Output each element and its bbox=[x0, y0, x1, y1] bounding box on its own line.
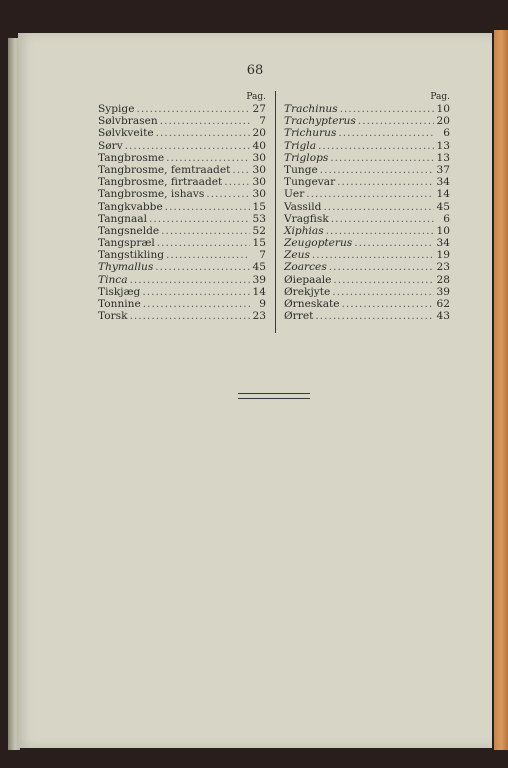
index-entry-page: 30 bbox=[252, 176, 266, 189]
index-entry-name: Tangbrosme, firtraadet bbox=[98, 176, 223, 189]
index-entry bbox=[284, 237, 450, 249]
index-entry-name: Sypige bbox=[98, 103, 135, 115]
index-entry bbox=[284, 225, 450, 237]
leader-dots bbox=[330, 152, 434, 164]
leader-dots bbox=[358, 115, 434, 127]
index-entry-name: Tangbrosme, ishavs bbox=[98, 188, 205, 201]
column-divider bbox=[275, 91, 276, 333]
leader-dots bbox=[125, 140, 250, 152]
leader-dots bbox=[143, 298, 250, 310]
index-entry-page: 23 bbox=[436, 261, 450, 274]
leader-dots bbox=[157, 237, 250, 249]
index-entry bbox=[98, 140, 266, 152]
index-entry-name: Tangbrosme, femtraadet bbox=[98, 163, 231, 176]
index-entry-page: 10 bbox=[436, 103, 450, 115]
index-entry-page: 30 bbox=[252, 163, 266, 176]
index-entry-name: Tiskjæg bbox=[98, 285, 141, 298]
index-entry-name: Tangnaal bbox=[98, 212, 148, 225]
index-entry-name: Ørneskate bbox=[284, 298, 340, 310]
index-entry-page: 20 bbox=[436, 115, 450, 128]
leader-dots bbox=[342, 298, 434, 310]
page-number: 68 bbox=[246, 63, 264, 78]
index-entry bbox=[98, 164, 266, 176]
index-entry-page: 15 bbox=[252, 200, 266, 213]
leader-dots bbox=[206, 188, 250, 200]
leader-dots bbox=[332, 286, 434, 298]
index-entry bbox=[284, 127, 450, 139]
leader-dots bbox=[142, 286, 250, 298]
leader-dots bbox=[165, 201, 250, 213]
index-entry bbox=[98, 176, 266, 188]
leader-dots bbox=[337, 176, 434, 188]
index-entry bbox=[284, 286, 450, 298]
index-entry-name: Ørret bbox=[284, 310, 314, 323]
index-entry-page: 39 bbox=[436, 285, 450, 298]
leader-dots bbox=[149, 213, 250, 225]
leader-dots bbox=[224, 176, 250, 188]
index-entry bbox=[98, 115, 266, 127]
index-entry bbox=[284, 152, 450, 164]
index-entry-name: Triglops bbox=[284, 151, 329, 164]
index-list-left bbox=[98, 103, 266, 322]
index-entry-page: 14 bbox=[252, 285, 266, 298]
leader-dots bbox=[160, 115, 250, 127]
index-entry-page: 40 bbox=[252, 139, 266, 152]
index-entry bbox=[284, 103, 450, 115]
end-rule bbox=[238, 393, 310, 399]
index-entry-name: Tungevar bbox=[284, 176, 336, 189]
leader-dots bbox=[136, 103, 250, 115]
index-entry bbox=[98, 310, 266, 322]
index-entry-name: Trigla bbox=[284, 139, 317, 152]
index-entry-page: 52 bbox=[252, 224, 266, 237]
index-list-right bbox=[284, 103, 450, 322]
leader-dots bbox=[340, 103, 434, 115]
index-entry-name: Sølvbrasen bbox=[98, 115, 158, 128]
index-entry-page: 6 bbox=[443, 212, 450, 225]
index-entry-page: 45 bbox=[252, 261, 266, 274]
leader-dots bbox=[333, 274, 434, 286]
index-entry bbox=[98, 237, 266, 249]
index-entry bbox=[98, 274, 266, 286]
index-entry bbox=[284, 201, 450, 213]
index-entry bbox=[98, 103, 266, 115]
index-entry bbox=[284, 140, 450, 152]
pag-header-right: Pag. bbox=[430, 92, 450, 102]
index-entry-name: Ørekjyte bbox=[284, 285, 331, 298]
index-entry-name: Tangsnelde bbox=[98, 224, 160, 237]
index-entry-page: 39 bbox=[252, 273, 266, 286]
index-entry-page: 34 bbox=[436, 237, 450, 250]
index-entry bbox=[98, 213, 266, 225]
book-page bbox=[18, 33, 492, 748]
index-entry-name: Tunge bbox=[284, 163, 318, 176]
index-column-left bbox=[98, 91, 266, 322]
index-column-right bbox=[284, 91, 450, 322]
index-entry bbox=[98, 201, 266, 213]
leader-dots bbox=[130, 310, 250, 322]
index-entry bbox=[284, 298, 450, 310]
index-entry bbox=[284, 310, 450, 322]
leader-dots bbox=[161, 225, 250, 237]
index-entry-name: Torsk bbox=[98, 310, 128, 323]
index-entry-name: Xiphias bbox=[284, 224, 324, 237]
index-entry bbox=[284, 261, 450, 273]
index-entry-page: 53 bbox=[252, 212, 266, 225]
leader-dots bbox=[323, 201, 434, 213]
index-entry-name: Vragfisk bbox=[284, 212, 329, 225]
leader-dots bbox=[318, 140, 434, 152]
index-entry-name: Tangspræl bbox=[98, 237, 155, 250]
leader-dots bbox=[354, 237, 434, 249]
leader-dots bbox=[232, 164, 250, 176]
index-entry-page: 6 bbox=[443, 127, 450, 140]
index-entry-name: Zeus bbox=[284, 249, 310, 262]
leader-dots bbox=[156, 127, 250, 139]
index-entry-page: 37 bbox=[436, 163, 450, 176]
index-entry bbox=[98, 225, 266, 237]
pag-header-left: Pag. bbox=[246, 92, 266, 102]
index-entry-page: 7 bbox=[259, 115, 266, 128]
leader-dots bbox=[320, 164, 434, 176]
index-entry-name: Zeugopterus bbox=[284, 237, 353, 250]
index-entry-name: Tonnine bbox=[98, 298, 141, 310]
leader-dots bbox=[155, 261, 250, 273]
index-entry-page: 14 bbox=[436, 188, 450, 201]
index-entry bbox=[98, 152, 266, 164]
index-entry-page: 27 bbox=[252, 103, 266, 115]
index-entry-page: 23 bbox=[252, 310, 266, 323]
index-entry-page: 13 bbox=[436, 151, 450, 164]
index-entry bbox=[284, 274, 450, 286]
index-entry-page: 43 bbox=[436, 310, 450, 323]
index-entry-page: 7 bbox=[259, 249, 266, 262]
index-entry-page: 15 bbox=[252, 237, 266, 250]
index-entry bbox=[284, 213, 450, 225]
index-entry-name: Vassild bbox=[284, 200, 322, 213]
leader-dots bbox=[130, 274, 250, 286]
index-entry-name: Thymallus bbox=[98, 261, 154, 274]
index-entry-name: Tinca bbox=[98, 273, 128, 286]
index-entry-page: 34 bbox=[436, 176, 450, 189]
index-entry-page: 9 bbox=[259, 298, 266, 310]
leader-dots bbox=[166, 249, 250, 261]
book-page-edge bbox=[494, 30, 508, 750]
leader-dots bbox=[331, 213, 434, 225]
index-entry-page: 19 bbox=[436, 249, 450, 262]
index-entry bbox=[284, 164, 450, 176]
index-entry-name: Sørv bbox=[98, 139, 123, 152]
index-entry-name: Tangstikling bbox=[98, 249, 165, 262]
index-entry-name: Tangkvabbe bbox=[98, 200, 163, 213]
leader-dots bbox=[338, 127, 434, 139]
leader-dots bbox=[329, 261, 434, 273]
index-entry-name: Øiepaale bbox=[284, 273, 332, 286]
index-entry-page: 62 bbox=[436, 298, 450, 310]
index-entry bbox=[284, 176, 450, 188]
index-entry bbox=[284, 115, 450, 127]
index-entry bbox=[98, 298, 266, 310]
index-entry bbox=[98, 286, 266, 298]
index-entry-name: Trachinus bbox=[284, 103, 338, 115]
index-entry-page: 30 bbox=[252, 151, 266, 164]
index-entry-name: Sølvkveite bbox=[98, 127, 154, 140]
leader-dots bbox=[312, 249, 434, 261]
index-entry-name: Zoarces bbox=[284, 261, 327, 274]
index-entry bbox=[98, 188, 266, 200]
index-entry bbox=[284, 249, 450, 261]
index-entry-name: Tangbrosme bbox=[98, 151, 165, 164]
index-entry-page: 30 bbox=[252, 188, 266, 201]
leader-dots bbox=[166, 152, 250, 164]
index-entry-page: 45 bbox=[436, 200, 450, 213]
index-entry-page: 13 bbox=[436, 139, 450, 152]
index-entry-page: 10 bbox=[436, 224, 450, 237]
index-entry bbox=[98, 261, 266, 273]
index-entry bbox=[284, 188, 450, 200]
index-entry-name: Uer bbox=[284, 188, 305, 201]
index-entry bbox=[98, 127, 266, 139]
leader-dots bbox=[306, 188, 434, 200]
index-entry-name: Trachypterus bbox=[284, 115, 356, 128]
index-entry-name: Trichurus bbox=[284, 127, 337, 140]
index-entry bbox=[98, 249, 266, 261]
index-entry-page: 28 bbox=[436, 273, 450, 286]
index-entry-page: 20 bbox=[252, 127, 266, 140]
leader-dots bbox=[315, 310, 434, 322]
leader-dots bbox=[326, 225, 434, 237]
